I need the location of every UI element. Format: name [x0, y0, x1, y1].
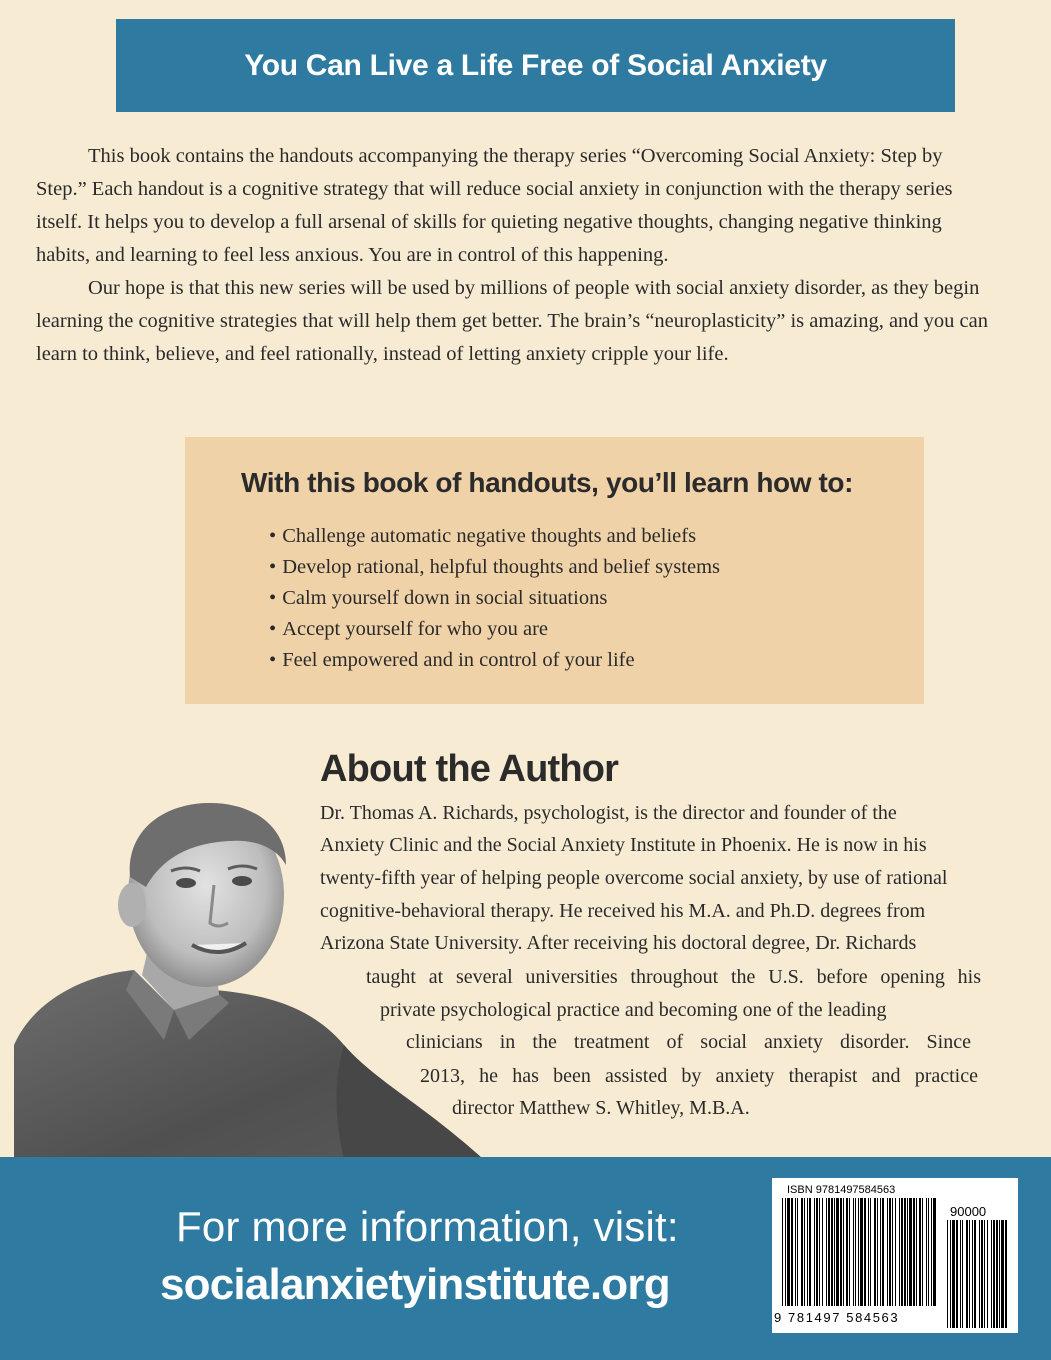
list-item: • Develop rational, helpful thoughts and belief systems: [269, 556, 720, 578]
bullet-icon: •: [269, 556, 277, 578]
learn-heading: With this book of handouts, you’ll learn how to:: [241, 467, 854, 498]
website-link[interactable]: socialanxietyinstitute.org: [160, 1260, 670, 1309]
barcode-box: [772, 1178, 1018, 1333]
bio-line: cognitive-behavioral therapy. He received his M.A. and Ph.D. degrees from: [320, 900, 926, 922]
bio-line: 2013, he has been assisted by anxiety therapist and practice: [420, 1065, 978, 1087]
intro-paragraph: Our hope is that this new series will be used by millions of people with social anxiety disorder, as they begin learning the cognitive strategies that will help them get better. The brain’s “neuroplasticity” is amazing, and you can learn to think, believe, and feel rationally, instead of letting anxiety cripple your life.: [36, 277, 989, 365]
page-title: You Can Live a Life Free of Social Anxiety: [244, 48, 827, 82]
intro-text: [36, 140, 991, 371]
list-item: • Calm yourself down in social situations: [269, 587, 608, 609]
list-item: • Feel empowered and in control of your life: [269, 649, 635, 671]
bio-line: Anxiety Clinic and the Social Anxiety Institute in Phoenix. He is now in his: [320, 834, 927, 856]
barcode-digits: 9 781497 584563: [774, 1310, 900, 1325]
title-banner: [116, 19, 955, 112]
bio-line: twenty-fifth year of helping people overcome social anxiety, by use of rational: [320, 867, 948, 889]
bullet-icon: •: [269, 587, 277, 609]
intro-paragraph: This book contains the handouts accompanying the therapy series “Overcoming Social Anxiety: Step by Step.” Each handout is a cognitive strategy that will reduce social anxiety in conjunction with the therapy series itself. It helps you to develop a full arsenal of skills for quieting negative thoughts, changing negative thinking habits, and learning to feel less anxious. You are in control of this happening.: [36, 145, 953, 266]
bullet-icon: •: [269, 649, 277, 671]
isbn-label: ISBN 9781497584563: [787, 1184, 896, 1196]
bio-line: taught at several universities throughout the U.S. before opening his: [366, 966, 981, 988]
bio-line: Dr. Thomas A. Richards, psychologist, is the director and founder of the: [320, 802, 897, 824]
list-item: • Accept yourself for who you are: [269, 618, 549, 640]
bio-line: private psychological practice and becoming one of the leading: [380, 999, 887, 1021]
bio-line: clinicians in the treatment of social anxiety disorder. Since: [406, 1031, 971, 1053]
learn-box: [185, 437, 924, 704]
visit-label: For more information, visit:: [176, 1203, 679, 1250]
learn-list: [269, 521, 720, 676]
bio-line: director Matthew S. Whitley, M.B.A.: [452, 1097, 750, 1119]
bullet-icon: •: [269, 525, 277, 547]
price-code: 90000: [950, 1204, 987, 1219]
bio-line: Arizona State University. After receiving his doctoral degree, Dr. Richards: [320, 932, 917, 954]
bullet-icon: •: [269, 618, 277, 640]
list-item: • Challenge automatic negative thoughts and beliefs: [269, 525, 697, 547]
about-heading: About the Author: [320, 748, 619, 790]
